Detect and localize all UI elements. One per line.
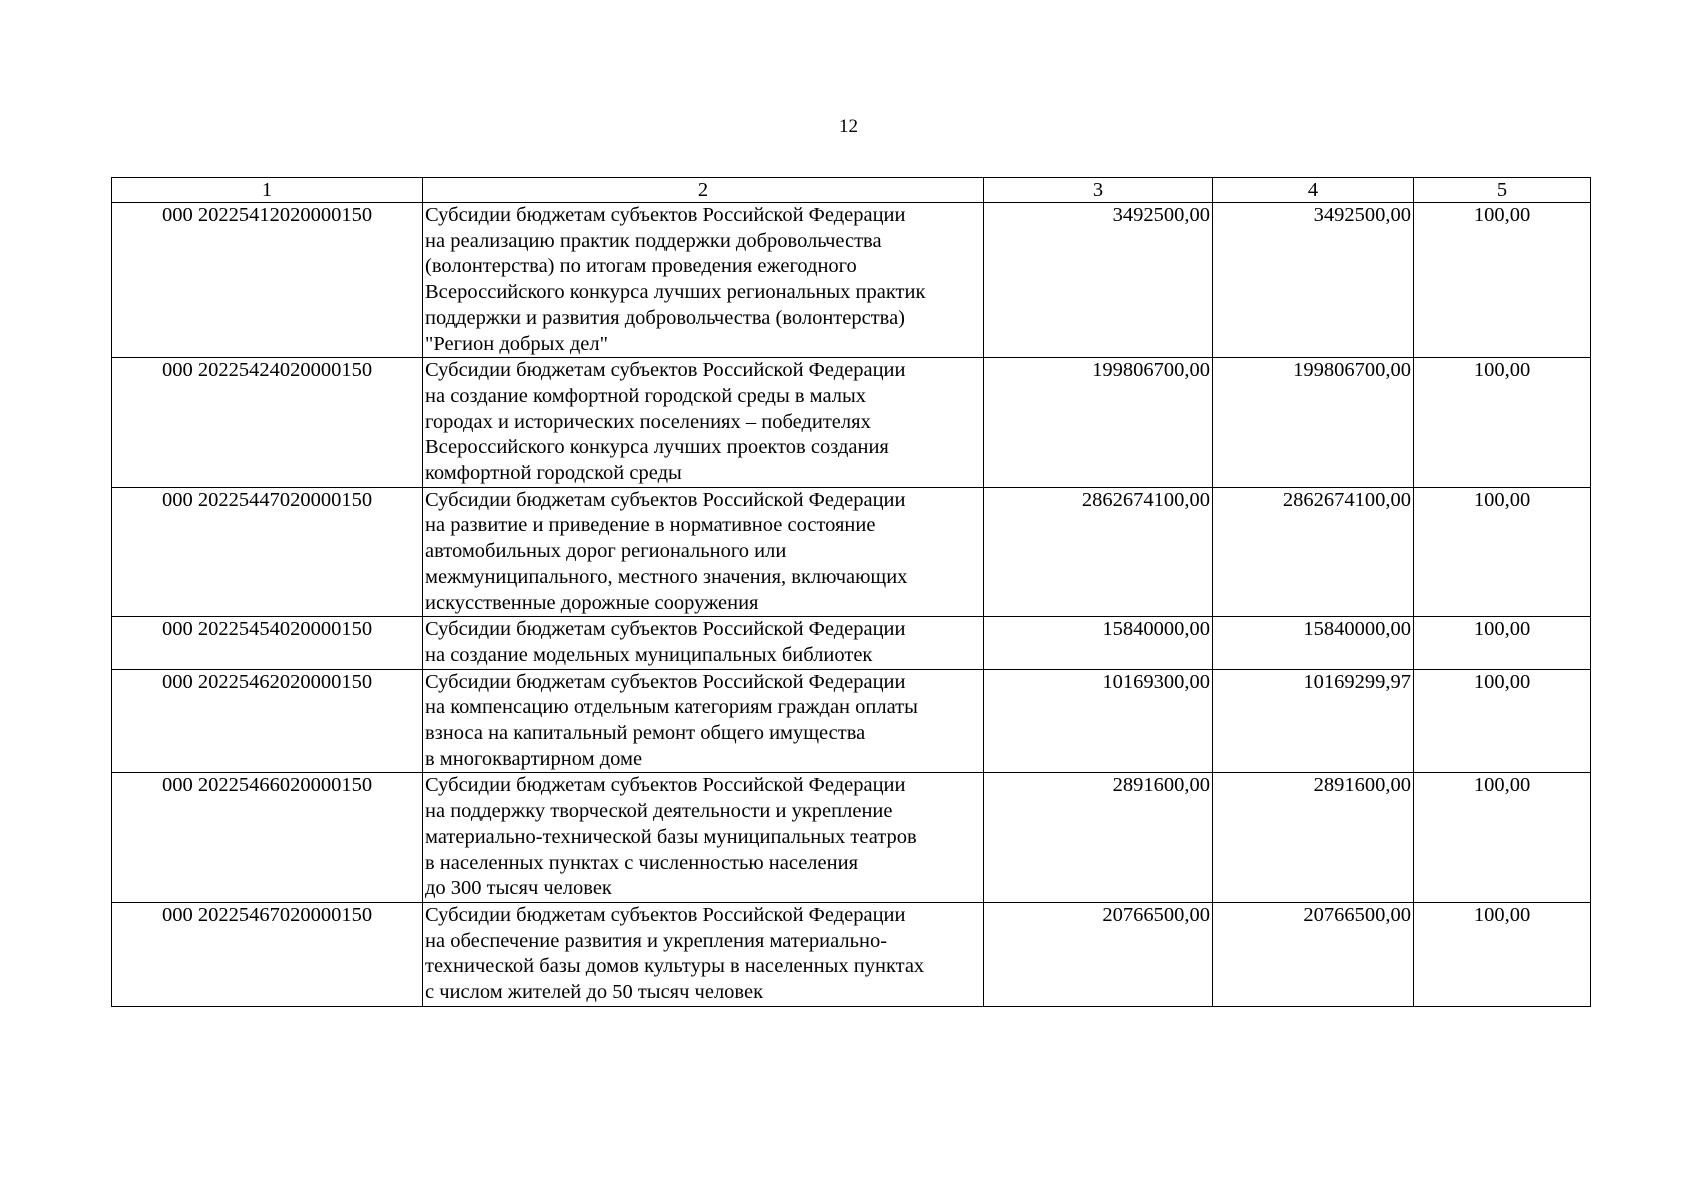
column-number-5: 5 xyxy=(1414,178,1591,203)
percent-cell: 100,00 xyxy=(1414,669,1591,773)
description-line: комфортной городской среды xyxy=(425,462,682,485)
description-line: с числом жителей до 50 тысяч человек xyxy=(425,981,764,1004)
description-cell xyxy=(423,773,984,903)
description-line: на создание модельных муниципальных библиотек xyxy=(425,643,873,666)
description-line: Субсидии бюджетам субъектов Российской Федерации xyxy=(425,359,906,382)
description-cell xyxy=(423,487,984,617)
description-line: до 300 тысяч человек xyxy=(425,877,612,900)
description-line: "Регион добрых дел" xyxy=(425,332,608,355)
percent-cell: 100,00 xyxy=(1414,617,1591,669)
table-row xyxy=(112,669,1591,773)
page-number: 12 xyxy=(839,116,858,137)
description-line: Субсидии бюджетам субъектов Российской Федерации xyxy=(425,903,906,926)
description-line: технической базы домов культуры в населенных пунктах xyxy=(425,955,925,978)
table-row xyxy=(112,358,1591,488)
percent-cell: 100,00 xyxy=(1414,773,1591,903)
table-row xyxy=(112,902,1591,1006)
description-line: на реализацию практик поддержки добровольчества xyxy=(425,229,882,252)
amount-col3-cell: 20766500,00 xyxy=(984,902,1213,1006)
description-line: Субсидии бюджетам субъектов Российской Федерации xyxy=(425,774,906,797)
description-line: на создание комфортной городской среды в малых xyxy=(425,384,867,407)
table-row xyxy=(112,617,1591,669)
description-cell xyxy=(423,358,984,488)
description-line: на поддержку творческой деятельности и укрепление xyxy=(425,800,893,823)
description-line: поддержки и развития добровольчества (волонтерства) xyxy=(425,306,905,329)
description-line: Субсидии бюджетам субъектов Российской Федерации xyxy=(425,488,906,511)
amount-col3-cell: 10169300,00 xyxy=(984,669,1213,773)
budget-table xyxy=(111,177,1591,1007)
column-number-2: 2 xyxy=(423,178,984,203)
code-cell: 000 20225462020000150 xyxy=(112,669,423,773)
code-cell: 000 20225467020000150 xyxy=(112,902,423,1006)
description-line: искусственные дорожные сооружения xyxy=(425,591,759,614)
amount-col3-cell: 2862674100,00 xyxy=(984,487,1213,617)
column-number-4: 4 xyxy=(1213,178,1414,203)
amount-col4-cell: 10169299,97 xyxy=(1213,669,1414,773)
description-line: автомобильных дорог регионального или xyxy=(425,540,787,563)
description-line: межмуниципального, местного значения, включающих xyxy=(425,565,908,588)
code-cell: 000 20225466020000150 xyxy=(112,773,423,903)
percent-cell: 100,00 xyxy=(1414,902,1591,1006)
percent-cell: 100,00 xyxy=(1414,358,1591,488)
description-line: Всероссийского конкурса лучших проектов создания xyxy=(425,436,889,459)
description-line: на развитие и приведение в нормативное состояние xyxy=(425,514,876,537)
amount-col4-cell: 2891600,00 xyxy=(1213,773,1414,903)
description-line: Субсидии бюджетам субъектов Российской Федерации xyxy=(425,670,906,693)
amount-col3-cell: 3492500,00 xyxy=(984,203,1213,358)
percent-cell: 100,00 xyxy=(1414,203,1591,358)
description-line: материально-технической базы муниципальных театров xyxy=(425,825,917,848)
amount-col4-cell: 20766500,00 xyxy=(1213,902,1414,1006)
column-number-3: 3 xyxy=(984,178,1213,203)
amount-col4-cell: 3492500,00 xyxy=(1213,203,1414,358)
table-row xyxy=(112,773,1591,903)
amount-col4-cell: 199806700,00 xyxy=(1213,358,1414,488)
code-cell: 000 20225447020000150 xyxy=(112,487,423,617)
description-line: в многоквартирном доме xyxy=(425,747,643,770)
code-cell: 000 20225454020000150 xyxy=(112,617,423,669)
description-line: городах и исторических поселениях – победителях xyxy=(425,410,871,433)
description-line: (волонтерства) по итогам проведения ежегодного xyxy=(425,255,857,278)
column-number-row xyxy=(112,178,1591,203)
description-cell xyxy=(423,669,984,773)
amount-col3-cell: 15840000,00 xyxy=(984,617,1213,669)
amount-col4-cell: 2862674100,00 xyxy=(1213,487,1414,617)
description-cell xyxy=(423,902,984,1006)
percent-cell: 100,00 xyxy=(1414,487,1591,617)
description-line: Субсидии бюджетам субъектов Российской Федерации xyxy=(425,204,906,226)
description-line: в населенных пунктах с численностью населения xyxy=(425,851,859,874)
description-cell xyxy=(423,203,984,358)
code-cell: 000 20225412020000150 xyxy=(112,203,423,358)
description-cell xyxy=(423,617,984,669)
amount-col4-cell: 15840000,00 xyxy=(1213,617,1414,669)
description-line: взноса на капитальный ремонт общего имущества xyxy=(425,722,866,745)
table-row xyxy=(112,203,1591,358)
code-cell: 000 20225424020000150 xyxy=(112,358,423,488)
amount-col3-cell: 199806700,00 xyxy=(984,358,1213,488)
description-line: на компенсацию отдельным категориям граждан оплаты xyxy=(425,696,918,719)
description-line: на обеспечение развития и укрепления материально- xyxy=(425,929,888,952)
amount-col3-cell: 2891600,00 xyxy=(984,773,1213,903)
table-row xyxy=(112,487,1591,617)
description-line: Всероссийского конкурса лучших региональных практик xyxy=(425,281,926,304)
description-line: Субсидии бюджетам субъектов Российской Федерации xyxy=(425,618,906,641)
column-number-1: 1 xyxy=(112,178,423,203)
